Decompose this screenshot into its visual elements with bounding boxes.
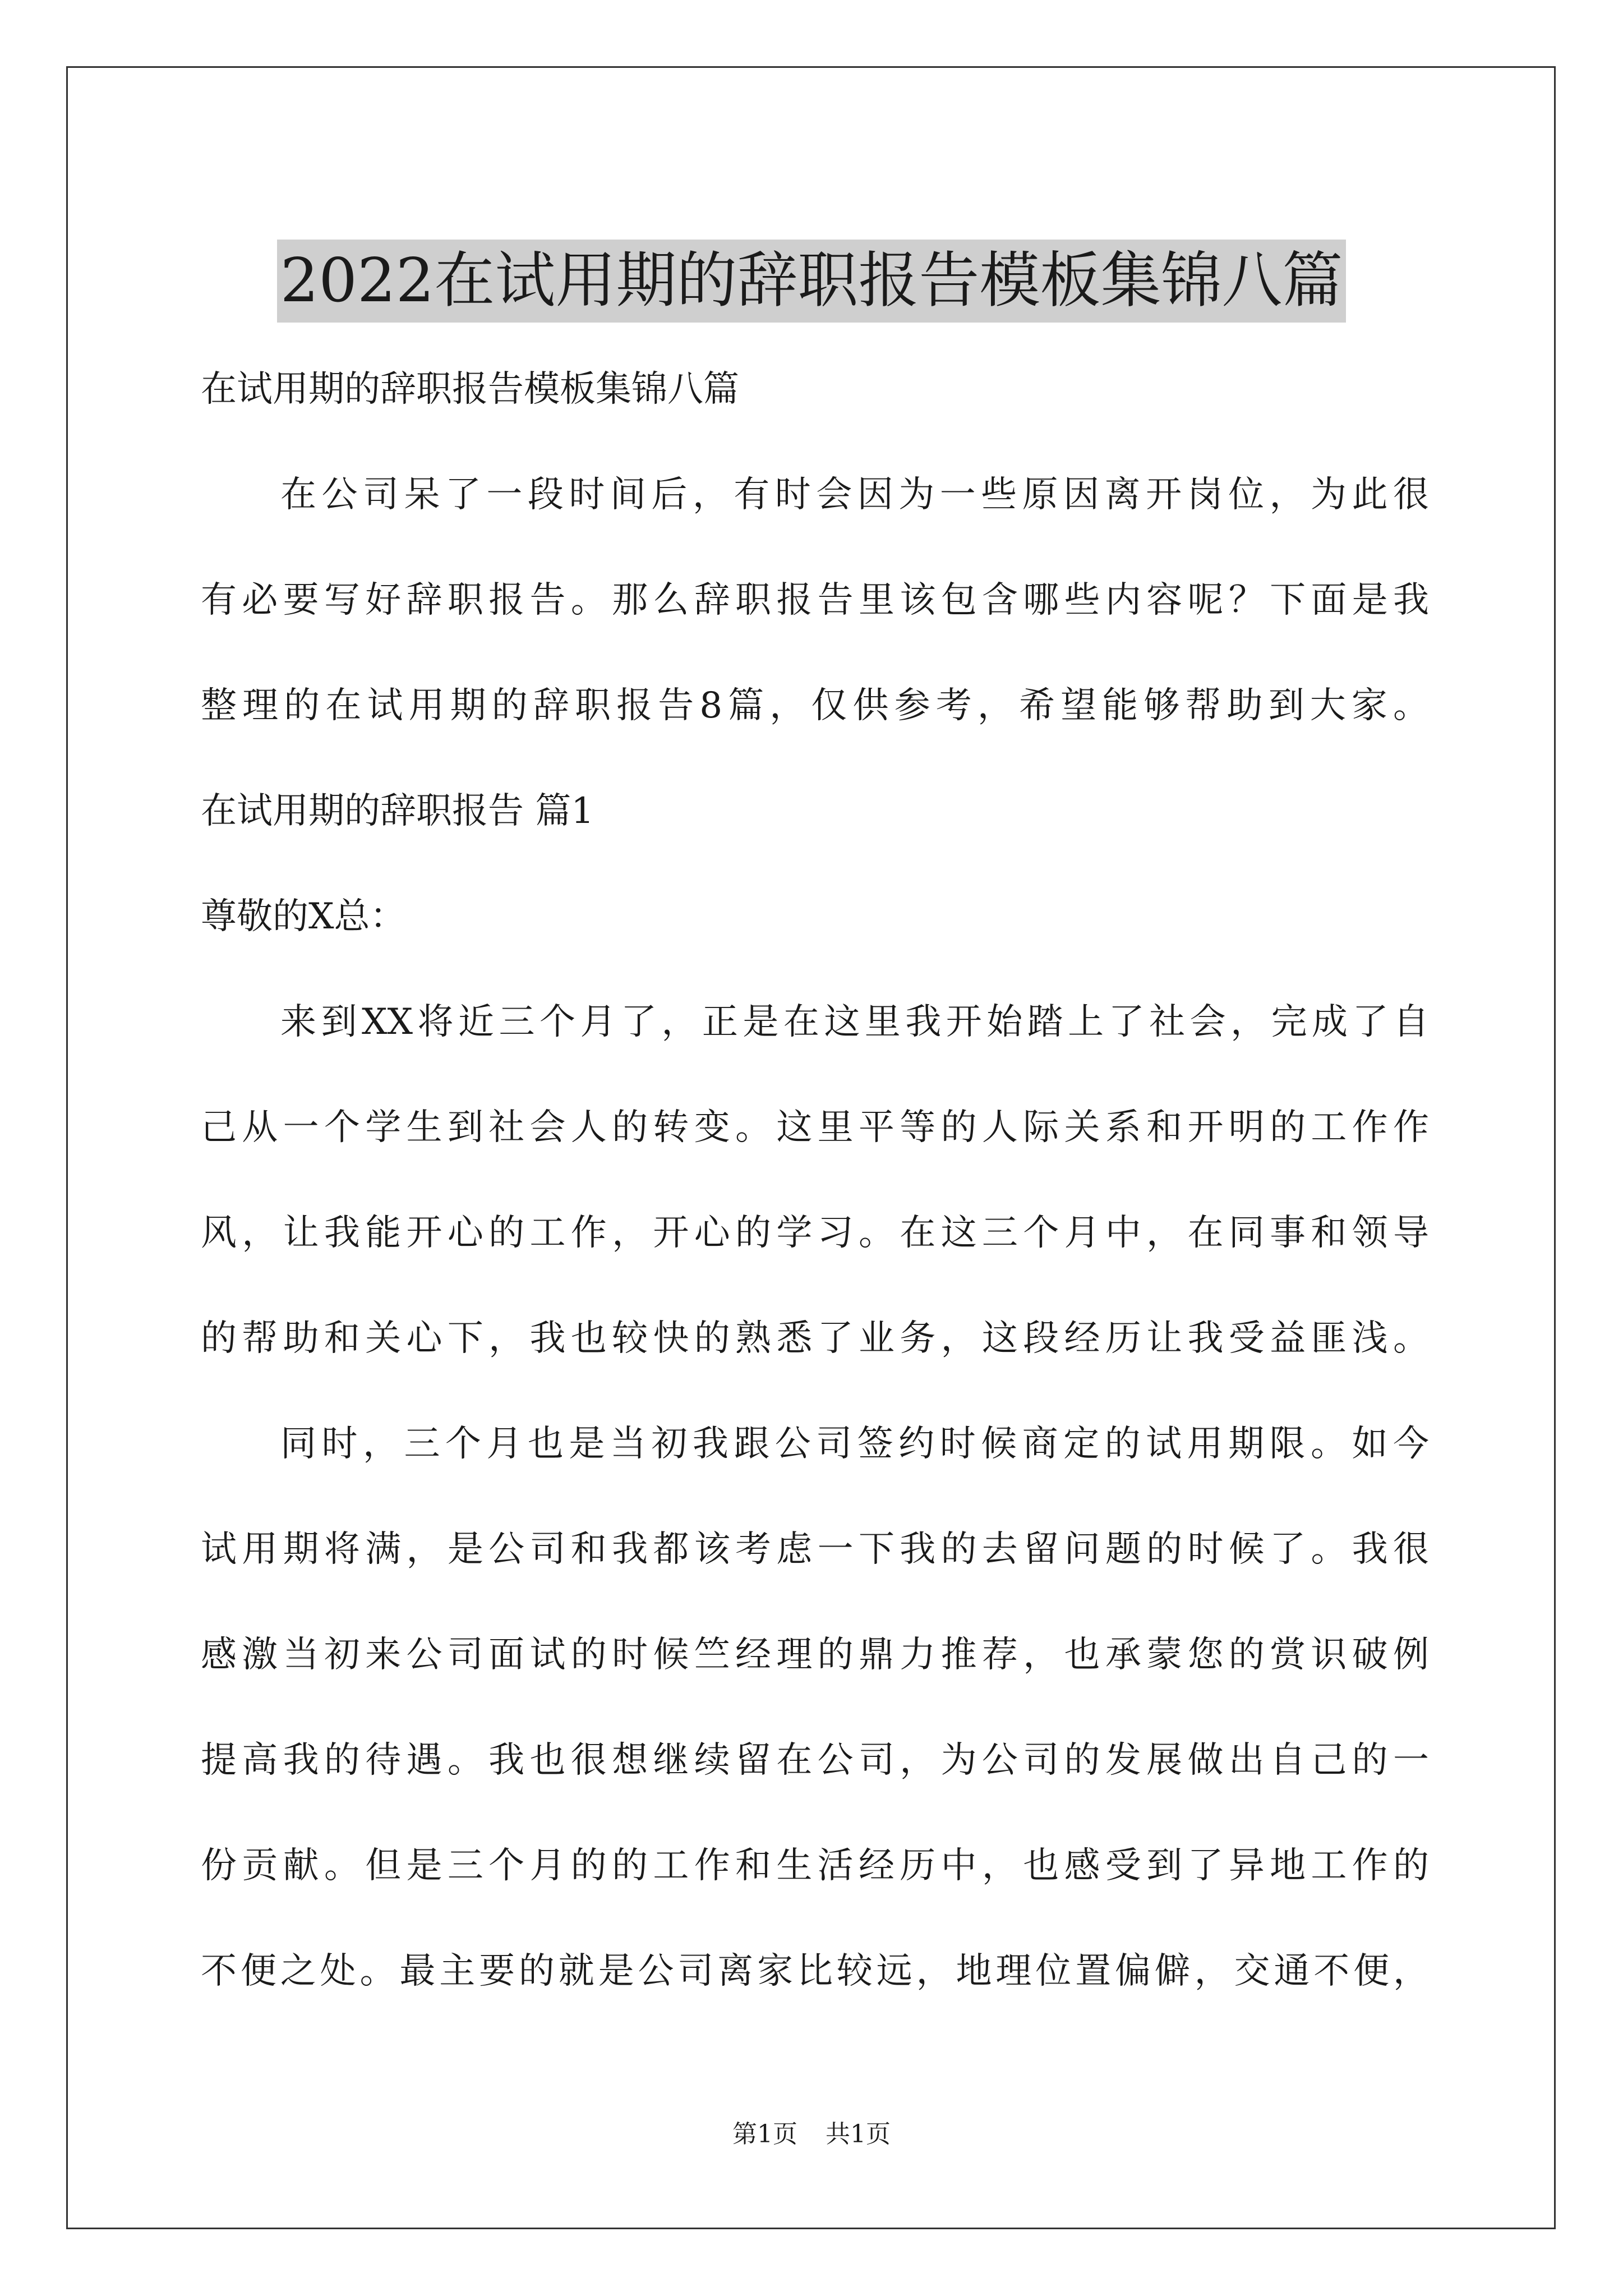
paragraph-line: 提高我的待遇。我也很想继续留在公司，为公司的发展做出自己的一 [201, 1740, 1429, 1781]
page-number-total: 共1页 [826, 2120, 891, 2148]
paragraph-line: 来到XX将近三个月了，正是在这里我开始踏上了社会，完成了自 [280, 1001, 1429, 1043]
document-subtitle: 在试用期的辞职报告模板集锦八篇 [201, 369, 739, 410]
intro-line: 有必要写好辞职报告。那么辞职报告里该包含哪些内容呢？下面是我 [201, 579, 1429, 621]
section-heading: 在试用期的辞职报告 篇1 [201, 790, 594, 832]
page-footer [0, 2118, 1623, 2151]
paragraph-line: 风，让我能开心的工作，开心的学习。在这三个月中，在同事和领导 [201, 1212, 1429, 1254]
intro-line: 在公司呆了一段时间后，有时会因为一些原因离开岗位，为此很 [280, 474, 1429, 516]
paragraph-line: 同时，三个月也是当初我跟公司签约时候商定的试用期限。如今 [280, 1423, 1429, 1465]
paragraph-line: 份贡献。但是三个月的的工作和生活经历中，也感受到了异地工作的 [201, 1845, 1429, 1887]
paragraph-line: 试用期将满，是公司和我都该考虑一下我的去留问题的时候了。我很 [201, 1529, 1429, 1570]
paragraph-line: 己从一个学生到社会人的转变。这里平等的人际关系和开明的工作作 [201, 1107, 1429, 1148]
paragraph-line: 感激当初来公司面试的时候竺经理的鼎力推荐，也承蒙您的赏识破例 [201, 1634, 1429, 1676]
paragraph-line: 的帮助和关心下，我也较快的熟悉了业务，这段经历让我受益匪浅。 [201, 1318, 1429, 1359]
document-body [201, 337, 1429, 2024]
page-number-current: 第1页 [732, 2120, 797, 2148]
paragraph-line: 不便之处。最主要的就是公司离家比较远，地理位置偏僻，交通不便， [201, 1950, 1429, 1992]
document-title: 2022在试用期的辞职报告模板集锦八篇 [277, 240, 1347, 323]
salutation: 尊敬的X总： [201, 896, 406, 937]
intro-line: 整理的在试用期的辞职报告8篇，仅供参考，希望能够帮助到大家。 [201, 685, 1429, 726]
